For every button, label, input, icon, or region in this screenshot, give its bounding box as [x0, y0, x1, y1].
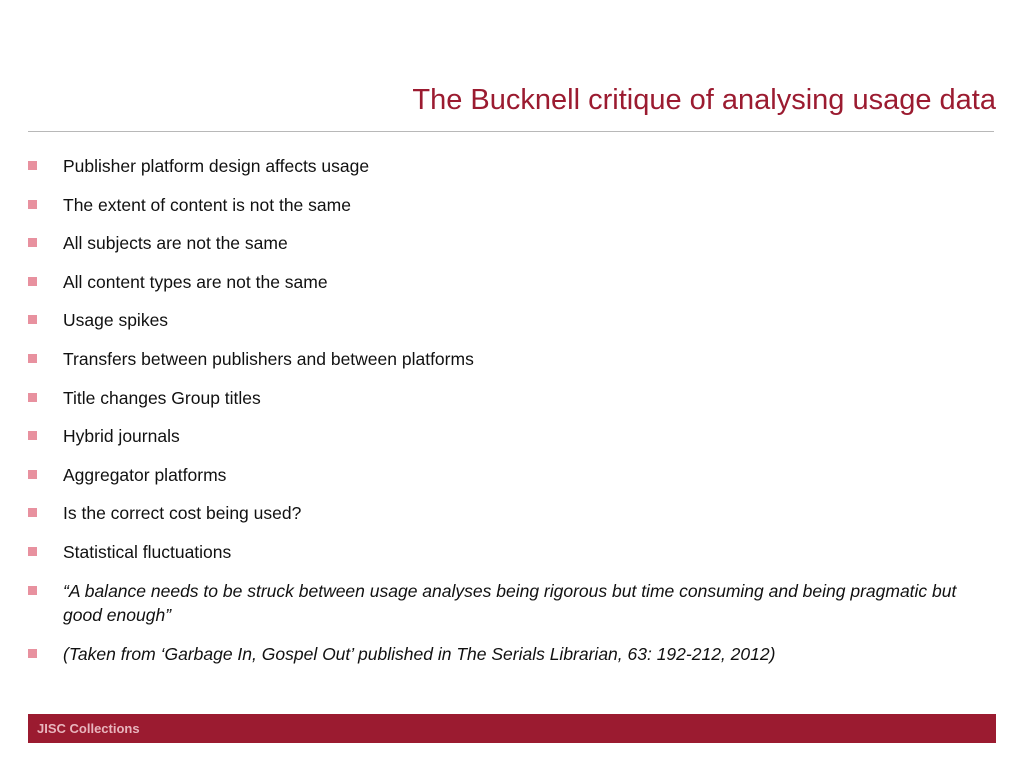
bullet-text: Hybrid journals [63, 426, 180, 447]
square-bullet-icon [28, 393, 37, 402]
bullet-list [28, 154, 958, 680]
bullet-text: The extent of content is not the same [63, 194, 351, 215]
square-bullet-icon [28, 508, 37, 517]
slide-title: The Bucknell critique of analysing usage data [412, 84, 996, 116]
bullet-text: Statistical fluctuations [63, 541, 232, 562]
square-bullet-icon [28, 586, 37, 595]
square-bullet-icon [28, 470, 37, 479]
square-bullet-icon [28, 431, 37, 440]
bullet-text: “A balance needs to be struck between usage analyses being rigorous but time consuming and being pragmatic but good enough” [63, 580, 957, 626]
bullet-item [28, 154, 958, 179]
square-bullet-icon [28, 200, 37, 209]
bullet-text: Transfers between publishers and between platforms [63, 348, 474, 369]
bullet-item [28, 463, 958, 488]
square-bullet-icon [28, 315, 37, 324]
bullet-item [28, 270, 958, 295]
bullet-item [28, 642, 958, 667]
bullet-text: Aggregator platforms [63, 464, 227, 485]
square-bullet-icon [28, 547, 37, 556]
bullet-text: All content types are not the same [63, 271, 328, 292]
square-bullet-icon [28, 649, 37, 658]
bullet-item [28, 193, 958, 218]
square-bullet-icon [28, 354, 37, 363]
bullet-text: Usage spikes [63, 310, 169, 331]
bullet-item [28, 386, 958, 411]
bullet-item [28, 424, 958, 449]
bullet-item [28, 231, 958, 256]
bullet-item [28, 308, 958, 333]
square-bullet-icon [28, 161, 37, 170]
bullet-text: Title changes Group titles [63, 387, 261, 408]
footer-brand-label: JISC Collections [37, 721, 140, 736]
bullet-item [28, 347, 958, 372]
bullet-text: (Taken from ‘Garbage In, Gospel Out’ published in The Serials Librarian, 63: 192-212, 2012) [63, 643, 776, 664]
bullet-text: Publisher platform design affects usage [63, 156, 370, 176]
bullet-text: All subjects are not the same [63, 233, 288, 254]
bullet-item [28, 579, 958, 628]
bullet-item [28, 501, 958, 526]
square-bullet-icon [28, 238, 37, 247]
bullet-text: Is the correct cost being used? [63, 503, 302, 524]
square-bullet-icon [28, 277, 37, 286]
bullet-item [28, 540, 958, 565]
title-divider [28, 131, 994, 132]
footer-bar [28, 714, 996, 743]
